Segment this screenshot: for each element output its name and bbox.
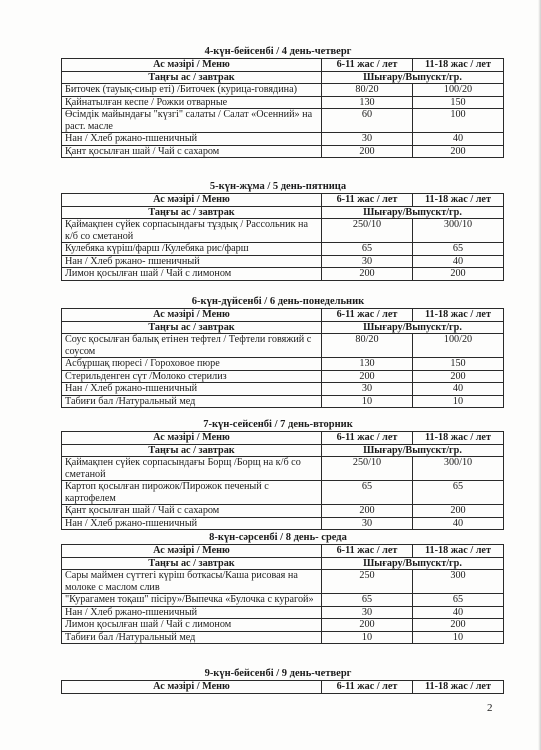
portion-11-18: 300/10 [413, 219, 504, 243]
portion-6-11: 30 [322, 133, 413, 146]
portion-11-18: 200 [413, 268, 504, 281]
portion-11-18: 150 [413, 358, 504, 371]
table-row [62, 268, 504, 281]
age-11-18-header: 11-18 жас / лет [413, 309, 504, 322]
portion-11-18: 300 [413, 570, 504, 594]
table-row [62, 145, 504, 158]
day-title: 5-күн-жұма / 5 день-пятница [209, 181, 347, 192]
dish-name: Өсімдік майындағы "күзгі" салаты / Салат «Осенний» на раст. масле [62, 109, 322, 133]
dish-name: "Курагамен тоқаш" пісіру»/Выпечка «Булочка с курагой» [62, 594, 322, 607]
portion-11-18: 40 [413, 517, 504, 530]
portion-6-11: 80/20 [322, 334, 413, 358]
portion-11-18: 65 [413, 243, 504, 256]
portion-11-18: 200 [413, 145, 504, 158]
portion-11-18: 100/20 [413, 334, 504, 358]
portion-6-11: 250/10 [322, 457, 413, 481]
dish-name: Кулебяка күріш/фарш /Кулебяка рис/фарш [62, 243, 322, 256]
day-title: 6-күн-дүйсенбі / 6 день-понедельник [191, 296, 365, 307]
portion-11-18: 100/20 [413, 84, 504, 97]
portion-11-18: 40 [413, 383, 504, 396]
table-row [62, 631, 504, 644]
portion-6-11: 30 [322, 606, 413, 619]
age-11-18-header: 11-18 жас / лет [413, 545, 504, 558]
portion-6-11: 130 [322, 96, 413, 109]
portion-11-18: 10 [413, 395, 504, 408]
day-section-6 [61, 296, 503, 408]
portion-6-11: 200 [322, 619, 413, 632]
dish-name: Соус қосылған балық етінен тефтел / Тефтели говяжий с соусом [62, 334, 322, 358]
table-row [62, 517, 504, 530]
portion-11-18: 300/10 [413, 457, 504, 481]
dish-name: Картоп қосылған пирожок/Пирожок печеный с картофелем [62, 481, 322, 505]
portion-6-11: 65 [322, 594, 413, 607]
dish-name: Стерильденген сүт /Молоко стерилиз [62, 370, 322, 383]
table-row [62, 383, 504, 396]
menu-table [61, 193, 504, 281]
table-row [62, 219, 504, 243]
menu-table [61, 308, 504, 408]
portion-11-18: 200 [413, 505, 504, 518]
dish-name: Лимон қосылған шай / Чай с лимоном [62, 268, 322, 281]
portion-6-11: 250 [322, 570, 413, 594]
portion-11-18: 10 [413, 631, 504, 644]
portion-6-11: 10 [322, 631, 413, 644]
table-row [62, 570, 504, 594]
output-header: Шығару/Выпускт/гр. [322, 557, 504, 570]
dish-name: Табиғи бал /Натуральный мед [62, 631, 322, 644]
portion-6-11: 200 [322, 505, 413, 518]
day-section-7 [61, 419, 503, 530]
dish-name: Биточек (тауық-сиыр еті) /Биточек (курица-говядина) [62, 84, 322, 97]
dish-name: Табиғи бал /Натуральный мед [62, 395, 322, 408]
day-section-9 [61, 668, 503, 694]
meal-header: Таңғы ас / завтрак [62, 321, 322, 334]
dish-name: Нан / Хлеб ржано- пшеничный [62, 255, 322, 268]
table-row [62, 243, 504, 256]
dish-name: Нан / Хлеб ржано-пшеничный [62, 383, 322, 396]
table-row [62, 334, 504, 358]
table-row [62, 395, 504, 408]
portion-6-11: 200 [322, 370, 413, 383]
table-subheader-row [62, 206, 504, 219]
portion-6-11: 250/10 [322, 219, 413, 243]
table-row [62, 505, 504, 518]
output-header: Шығару/Выпускт/гр. [322, 71, 504, 84]
dish-name: Қант қосылған шай / Чай с сахаром [62, 145, 322, 158]
meal-header: Таңғы ас / завтрак [62, 71, 322, 84]
output-header: Шығару/Выпускт/гр. [322, 321, 504, 334]
portion-6-11: 200 [322, 145, 413, 158]
menu-header: Ас мәзірі / Меню [62, 59, 322, 72]
day-section-5 [61, 181, 503, 281]
meal-header: Таңғы ас / завтрак [62, 206, 322, 219]
portion-6-11: 200 [322, 268, 413, 281]
table-row [62, 255, 504, 268]
table-row [62, 606, 504, 619]
portion-11-18: 200 [413, 619, 504, 632]
output-header: Шығару/Выпускт/гр. [322, 206, 504, 219]
menu-table [61, 680, 504, 694]
table-row [62, 457, 504, 481]
table-header-row [62, 545, 504, 558]
table-header-row [62, 681, 504, 694]
age-6-11-header: 6-11 жас / лет [322, 194, 413, 207]
table-subheader-row [62, 321, 504, 334]
table-subheader-row [62, 71, 504, 84]
table-subheader-row [62, 444, 504, 457]
portion-11-18: 150 [413, 96, 504, 109]
age-11-18-header: 11-18 жас / лет [413, 681, 504, 694]
table-row [62, 133, 504, 146]
menu-table [61, 58, 504, 158]
table-row [62, 594, 504, 607]
age-11-18-header: 11-18 жас / лет [413, 194, 504, 207]
table-row [62, 619, 504, 632]
portion-6-11: 65 [322, 481, 413, 505]
day-section-4 [61, 46, 503, 158]
age-6-11-header: 6-11 жас / лет [322, 59, 413, 72]
table-row [62, 358, 504, 371]
portion-6-11: 30 [322, 383, 413, 396]
table-row [62, 96, 504, 109]
dish-name: Қаймақпен сүйек сорпасындағы тұздық / Рассольник на к/б со сметаной [62, 219, 322, 243]
portion-6-11: 30 [322, 255, 413, 268]
age-6-11-header: 6-11 жас / лет [322, 545, 413, 558]
menu-header: Ас мәзірі / Меню [62, 545, 322, 558]
table-row [62, 481, 504, 505]
menu-table [61, 544, 504, 644]
portion-11-18: 40 [413, 606, 504, 619]
age-6-11-header: 6-11 жас / лет [322, 681, 413, 694]
page-number: 2 [487, 702, 493, 714]
day-title: 7-күн-сейсенбі / 7 день-вторник [203, 419, 353, 430]
dish-name: Нан / Хлеб ржано-пшеничный [62, 517, 322, 530]
dish-name: Нан / Хлеб ржано-пшеничный [62, 606, 322, 619]
dish-name: Қайнатылған кеспе / Рожки отварные [62, 96, 322, 109]
dish-name: Лимон қосылған шай / Чай с лимоном [62, 619, 322, 632]
age-11-18-header: 11-18 жас / лет [413, 432, 504, 445]
portion-6-11: 130 [322, 358, 413, 371]
menu-table [61, 431, 504, 530]
dish-name: Сары маймен сүттегі күріш боткасы/Каша рисовая на молоке с маслом слив [62, 570, 322, 594]
portion-6-11: 30 [322, 517, 413, 530]
portion-11-18: 100 [413, 109, 504, 133]
table-row [62, 109, 504, 133]
portion-6-11: 10 [322, 395, 413, 408]
table-row [62, 84, 504, 97]
menu-header: Ас мәзірі / Меню [62, 432, 322, 445]
day-title: 4-күн-бейсенбі / 4 день-четверг [204, 46, 352, 57]
dish-name: Асбұршақ пюресі / Гороховое пюре [62, 358, 322, 371]
table-header-row [62, 59, 504, 72]
table-header-row [62, 432, 504, 445]
day-section-8 [61, 532, 503, 644]
portion-6-11: 65 [322, 243, 413, 256]
day-title: 9-күн-бейсенбі / 9 день-четверг [204, 668, 352, 679]
menu-header: Ас мәзірі / Меню [62, 194, 322, 207]
output-header: Шығару/Выпускт/гр. [322, 444, 504, 457]
day-title: 8-күн-сәрсенбі / 8 день- среда [209, 532, 347, 543]
portion-11-18: 40 [413, 255, 504, 268]
meal-header: Таңғы ас / завтрак [62, 444, 322, 457]
table-header-row [62, 194, 504, 207]
table-subheader-row [62, 557, 504, 570]
menu-header: Ас мәзірі / Меню [62, 681, 322, 694]
portion-11-18: 200 [413, 370, 504, 383]
portion-6-11: 60 [322, 109, 413, 133]
table-header-row [62, 309, 504, 322]
age-6-11-header: 6-11 жас / лет [322, 309, 413, 322]
table-row [62, 370, 504, 383]
portion-11-18: 40 [413, 133, 504, 146]
age-6-11-header: 6-11 жас / лет [322, 432, 413, 445]
dish-name: Нан / Хлеб ржано-пшеничный [62, 133, 322, 146]
dish-name: Қаймақпен сүйек сорпасындағы Борщ /Борщ на к/б со сметаной [62, 457, 322, 481]
dish-name: Қант қосылған шай / Чай с сахаром [62, 505, 322, 518]
age-11-18-header: 11-18 жас / лет [413, 59, 504, 72]
portion-11-18: 65 [413, 594, 504, 607]
portion-6-11: 80/20 [322, 84, 413, 97]
menu-header: Ас мәзірі / Меню [62, 309, 322, 322]
portion-11-18: 65 [413, 481, 504, 505]
meal-header: Таңғы ас / завтрак [62, 557, 322, 570]
